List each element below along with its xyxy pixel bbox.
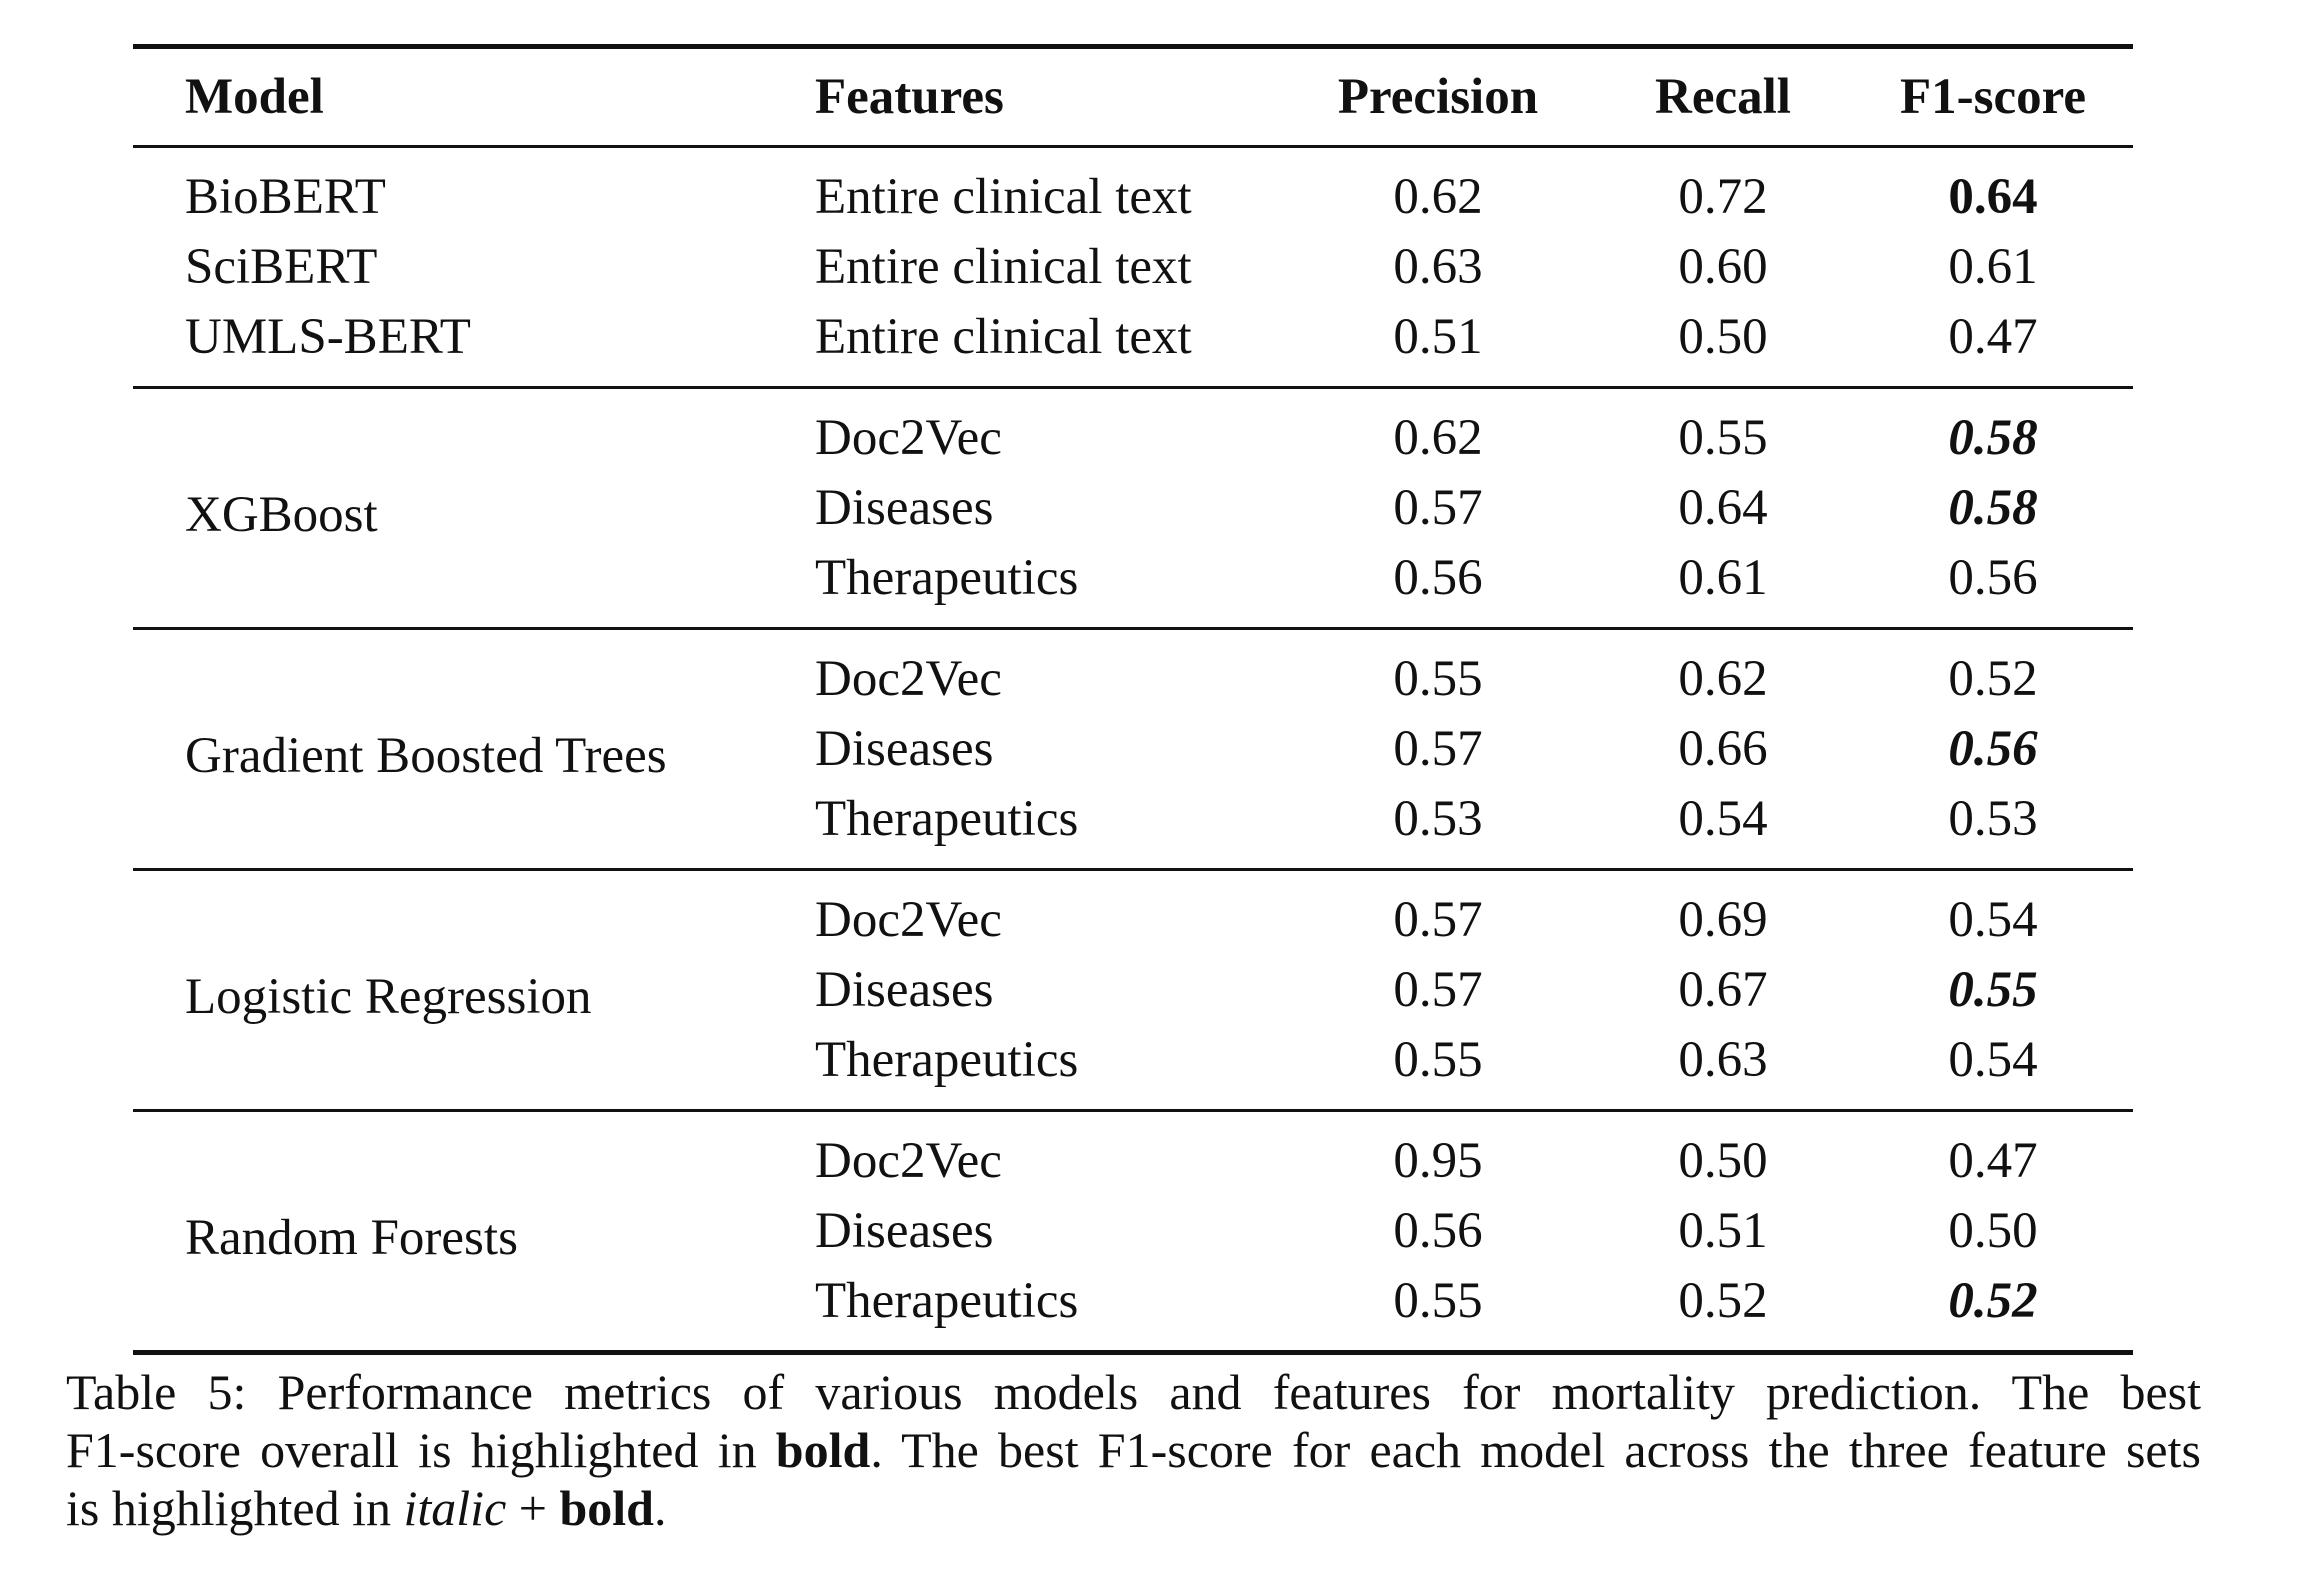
f1-cell: 0.64 bbox=[1948, 169, 2038, 225]
caption-text: + bbox=[506, 1480, 560, 1536]
results-table-container bbox=[133, 44, 2133, 1355]
f1-cell: 0.58 bbox=[1948, 480, 2038, 536]
precision-cell: 0.57 bbox=[1393, 721, 1483, 777]
recall-cell: 0.52 bbox=[1678, 1273, 1768, 1329]
table-caption bbox=[66, 1363, 2201, 1537]
features-cell: Doc2Vec bbox=[815, 410, 1002, 466]
results-table bbox=[133, 44, 2133, 1355]
header-precision: Precision bbox=[1337, 69, 1539, 125]
recall-cell: 0.66 bbox=[1678, 721, 1768, 777]
recall-cell: 0.61 bbox=[1678, 550, 1768, 606]
f1-cell: 0.52 bbox=[1948, 651, 2038, 707]
precision-cell: 0.57 bbox=[1393, 962, 1483, 1018]
precision-cell: 0.62 bbox=[1393, 410, 1483, 466]
header-features: Features bbox=[815, 69, 1004, 125]
recall-cell: 0.67 bbox=[1678, 962, 1768, 1018]
model-cell: Logistic Regression bbox=[185, 969, 592, 1025]
features-cell: Diseases bbox=[815, 480, 994, 536]
features-cell: Entire clinical text bbox=[815, 169, 1192, 225]
features-cell: Doc2Vec bbox=[815, 651, 1002, 707]
precision-cell: 0.53 bbox=[1393, 791, 1483, 847]
features-cell: Doc2Vec bbox=[815, 892, 1002, 948]
caption-text: . bbox=[653, 1480, 667, 1536]
header-row bbox=[133, 47, 2133, 147]
recall-cell: 0.50 bbox=[1678, 309, 1768, 365]
precision-cell: 0.51 bbox=[1393, 309, 1483, 365]
caption-text: F1-score overall is highlighted in bbox=[66, 1422, 776, 1478]
f1-cell: 0.47 bbox=[1948, 1133, 2038, 1189]
caption-text: is highlighted in bbox=[66, 1480, 404, 1536]
recall-cell: 0.54 bbox=[1678, 791, 1768, 847]
recall-cell: 0.72 bbox=[1678, 169, 1768, 225]
model-cell: BioBERT bbox=[185, 169, 386, 225]
features-cell: Entire clinical text bbox=[815, 309, 1192, 365]
f1-cell: 0.55 bbox=[1948, 962, 2038, 1018]
model-cell: UMLS-BERT bbox=[185, 309, 471, 365]
model-cell: Random Forests bbox=[185, 1210, 518, 1266]
header-model: Model bbox=[185, 69, 324, 125]
caption-text: Table 5: Performance metrics of various models and features for mortality prediction. The best bbox=[66, 1364, 2201, 1420]
f1-cell: 0.61 bbox=[1948, 239, 2038, 295]
model-cell: XGBoost bbox=[185, 487, 378, 543]
features-cell: Diseases bbox=[815, 721, 994, 777]
header-f1: F1-score bbox=[1900, 69, 2086, 125]
table-row bbox=[133, 1111, 2133, 1197]
recall-cell: 0.60 bbox=[1678, 239, 1768, 295]
table-row bbox=[133, 302, 2133, 388]
features-cell: Diseases bbox=[815, 962, 994, 1018]
recall-cell: 0.50 bbox=[1678, 1133, 1768, 1189]
table-row bbox=[133, 629, 2133, 715]
table-row bbox=[133, 147, 2133, 233]
f1-cell: 0.54 bbox=[1948, 892, 2038, 948]
recall-cell: 0.62 bbox=[1678, 651, 1768, 707]
model-cell: Gradient Boosted Trees bbox=[185, 728, 667, 784]
model-cell: SciBERT bbox=[185, 239, 378, 295]
recall-cell: 0.69 bbox=[1678, 892, 1768, 948]
f1-cell: 0.50 bbox=[1948, 1203, 2038, 1259]
caption-line-1 bbox=[66, 1363, 2201, 1421]
precision-cell: 0.63 bbox=[1393, 239, 1483, 295]
features-cell: Therapeutics bbox=[815, 550, 1079, 606]
caption-bold-word: bold bbox=[775, 1422, 871, 1478]
header-recall: Recall bbox=[1655, 69, 1791, 125]
recall-cell: 0.63 bbox=[1678, 1032, 1768, 1088]
precision-cell: 0.56 bbox=[1393, 550, 1483, 606]
f1-cell: 0.52 bbox=[1948, 1273, 2038, 1329]
precision-cell: 0.95 bbox=[1393, 1133, 1483, 1189]
precision-cell: 0.55 bbox=[1393, 1273, 1483, 1329]
f1-cell: 0.56 bbox=[1948, 550, 2038, 606]
features-cell: Therapeutics bbox=[815, 1032, 1079, 1088]
caption-bold-word: bold bbox=[559, 1480, 654, 1536]
recall-cell: 0.51 bbox=[1678, 1203, 1768, 1259]
precision-cell: 0.62 bbox=[1393, 169, 1483, 225]
caption-text: . The best F1-score for each model across the three feature sets bbox=[870, 1422, 2201, 1478]
f1-cell: 0.58 bbox=[1948, 410, 2038, 466]
precision-cell: 0.57 bbox=[1393, 480, 1483, 536]
features-cell: Entire clinical text bbox=[815, 239, 1192, 295]
precision-cell: 0.55 bbox=[1393, 651, 1483, 707]
caption-line-2 bbox=[66, 1421, 2201, 1479]
table-row bbox=[133, 870, 2133, 956]
precision-cell: 0.57 bbox=[1393, 892, 1483, 948]
features-cell: Therapeutics bbox=[815, 1273, 1079, 1329]
f1-cell: 0.56 bbox=[1948, 721, 2038, 777]
caption-italic-word: italic bbox=[403, 1480, 507, 1536]
table-row bbox=[133, 388, 2133, 474]
f1-cell: 0.47 bbox=[1948, 309, 2038, 365]
f1-cell: 0.53 bbox=[1948, 791, 2038, 847]
table-body bbox=[133, 147, 2133, 1353]
table-header bbox=[133, 47, 2133, 147]
precision-cell: 0.56 bbox=[1393, 1203, 1483, 1259]
features-cell: Therapeutics bbox=[815, 791, 1079, 847]
recall-cell: 0.55 bbox=[1678, 410, 1768, 466]
caption-line-3 bbox=[66, 1479, 2201, 1537]
f1-cell: 0.54 bbox=[1948, 1032, 2038, 1088]
features-cell: Doc2Vec bbox=[815, 1133, 1002, 1189]
table-row bbox=[133, 232, 2133, 302]
features-cell: Diseases bbox=[815, 1203, 994, 1259]
recall-cell: 0.64 bbox=[1678, 480, 1768, 536]
precision-cell: 0.55 bbox=[1393, 1032, 1483, 1088]
